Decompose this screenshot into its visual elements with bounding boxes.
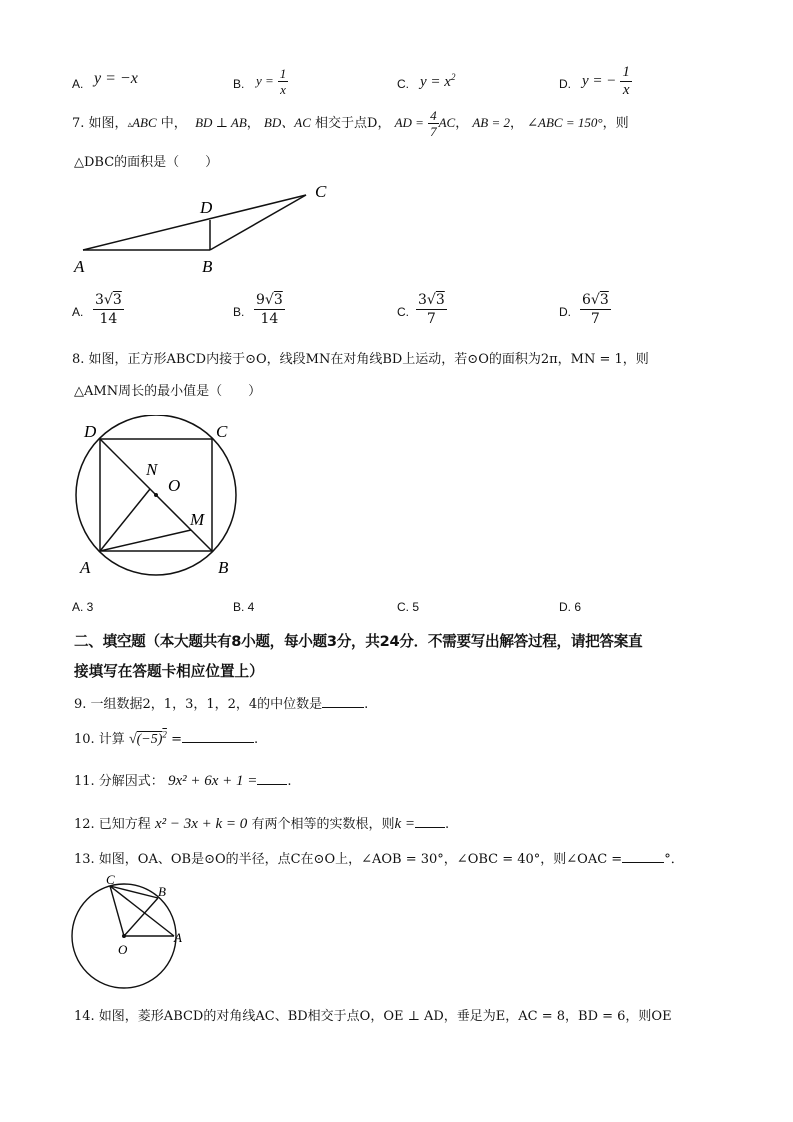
q6-option-d <box>559 77 571 91</box>
q12-question <box>74 813 449 833</box>
fraction-numerator: 1 <box>622 64 630 80</box>
condition-angle: ∠ABC = 150° <box>527 115 603 130</box>
answer-blank <box>622 850 664 863</box>
q8-question-line1: 8. 如图，正方形ABCD内接于⊙O，线段MN在对角线BD上运动，若⊙O的面积为2π，MN = 1，则 <box>72 352 649 367</box>
punctuation: °． <box>664 852 684 867</box>
superscript: 2 <box>450 72 456 82</box>
radicand: (−5) <box>136 732 163 747</box>
q9-text: 9. 一组数据2，1，3，1，2，4的中位数是 <box>74 697 323 712</box>
equals: = <box>171 732 182 747</box>
superscript: 2 <box>162 729 167 740</box>
coefficient: 3 <box>418 292 427 308</box>
k-equals: k = <box>394 816 415 832</box>
label-o: O <box>118 942 128 957</box>
label-c: C <box>315 182 327 201</box>
ad-lhs: AD = <box>394 115 424 130</box>
q7-question-line1: 7. 如图，▵ABC 中， BD ⊥ AB， BD、AC 相交于点D， AD = $\frac{4}{7}$ AC， AB = 2， ∠ABC = 150°，则 <box>72 108 629 139</box>
q7-option-c-value <box>416 291 447 328</box>
coefficient: 9 <box>256 292 265 308</box>
q7-option-b-value <box>254 291 285 328</box>
q13-figure <box>68 872 198 992</box>
fraction <box>416 291 447 328</box>
q7-option-c-letter: C. <box>397 305 409 319</box>
option-letter: B. <box>233 77 245 91</box>
triangle-name: ABC <box>132 115 157 130</box>
label-m: M <box>190 510 205 529</box>
text: 如图， <box>88 116 128 131</box>
q6-option-a <box>72 77 83 91</box>
q11-expression: 9x² + 6x + 1 = <box>167 773 258 789</box>
fraction-numerator: 3√3 <box>418 292 445 308</box>
punctuation: . <box>287 774 292 789</box>
q12-text-mid: 有两个相等的实数根，则 <box>251 817 395 832</box>
label-o: O <box>168 476 181 495</box>
q10-text: 10. 计算 <box>74 732 125 747</box>
q6-option-c <box>397 77 409 91</box>
fraction-denominator: 7 <box>430 124 437 139</box>
q7-option-d-value <box>580 291 611 328</box>
label-b: B <box>202 257 213 276</box>
section-heading-line2: 接填写在答题卡相应位置上） <box>74 663 264 680</box>
fraction-denominator: 14 <box>99 311 118 327</box>
label-c: C <box>216 422 228 441</box>
q7-option-a-letter: A. <box>72 305 84 319</box>
q8-option-c: C. 5 <box>397 600 420 614</box>
expr-lhs: y = − <box>582 73 617 90</box>
segment-ac <box>83 195 306 250</box>
condition-ab: AB = 2 <box>472 115 511 130</box>
option-letter: C. <box>397 77 409 91</box>
q8-option-d: D. 6 <box>559 600 582 614</box>
label-d: D <box>84 422 97 441</box>
label-c: C <box>106 872 115 887</box>
segment-bc <box>210 195 306 250</box>
label-b: B <box>158 884 166 899</box>
segment-oc <box>110 886 124 936</box>
q13-text: 13. 如图，OA、OB是⊙O的半径，点C在⊙O上，∠AOB = 30°，∠OBC = 40°，则∠OAC = <box>74 852 623 867</box>
fraction-numerator: 3√3 <box>95 292 122 308</box>
fraction <box>580 291 611 328</box>
q11-question <box>74 770 292 790</box>
fraction-numerator: 9√3 <box>256 292 283 308</box>
fraction-denominator: 7 <box>590 311 600 327</box>
radius-ob <box>124 898 158 936</box>
fraction <box>278 66 289 97</box>
option-letter: A. <box>72 77 84 91</box>
segments: BD、AC <box>263 115 311 130</box>
answer-blank <box>415 815 445 828</box>
fraction-numerator: 6√3 <box>582 292 609 308</box>
coefficient: 6 <box>582 292 591 308</box>
center-point <box>154 493 158 497</box>
fraction-numerator: 1 <box>279 66 287 81</box>
q7-number: 7. <box>72 116 85 131</box>
answer-blank <box>322 695 364 708</box>
fraction-denominator: 14 <box>260 311 279 327</box>
fraction <box>254 291 285 328</box>
radicand: 3 <box>435 292 445 308</box>
text: ，则 <box>602 116 629 131</box>
q6-option-b-expr <box>256 66 288 97</box>
expr-lhs: y = x <box>420 74 451 90</box>
radicand: 3 <box>599 292 609 308</box>
punctuation: . <box>253 732 259 747</box>
q12-equation: x² − 3x + k = 0 <box>154 816 248 832</box>
expr-lhs: y = <box>256 73 274 89</box>
coefficient: 3 <box>95 292 104 308</box>
label-d: D <box>200 198 213 217</box>
text: 相交于点D， <box>315 116 391 131</box>
answer-blank <box>182 730 254 743</box>
punctuation: . <box>444 817 450 832</box>
q11-text: 11. 分解因式： <box>74 774 164 789</box>
ad-rhs: AC <box>438 115 456 130</box>
q8-option-a: A. 3 <box>72 600 94 614</box>
label-a: A <box>80 558 91 577</box>
condition-bd-perp-ab: BD ⊥ AB <box>195 115 247 130</box>
q8-question-line2: △AMN周长的最小值是（ ） <box>74 384 262 399</box>
q7-figure <box>70 178 340 278</box>
q6-option-c-expr <box>420 72 455 91</box>
fraction <box>93 291 124 328</box>
label-a: A <box>174 930 182 945</box>
q8-option-b: B. 4 <box>233 600 255 614</box>
q7-option-d-letter: D. <box>559 305 571 319</box>
section-heading-line1: 二、填空题（本大题共有8小题，每小题3分，共24分．不需要写出解答过程，请把答案直 <box>74 633 643 650</box>
label-b: B <box>218 558 229 577</box>
fraction <box>620 64 632 99</box>
q6-option-d-expr <box>582 64 632 99</box>
sqrt-expression: $√(-5)^2$ <box>128 729 167 747</box>
punctuation: . <box>364 697 369 712</box>
fraction-denominator: 7 <box>426 311 436 327</box>
fraction-denominator: x <box>622 82 630 98</box>
text: 中， <box>160 116 187 131</box>
radicand: 3 <box>273 292 283 308</box>
q13-question <box>74 848 684 867</box>
q6-option-b <box>233 77 244 91</box>
fraction <box>428 108 439 139</box>
answer-blank <box>257 772 287 785</box>
label-n: N <box>146 460 158 479</box>
fraction-numerator: 4 <box>430 108 437 123</box>
q12-text: 12. 已知方程 <box>74 817 151 832</box>
q7-option-b-letter: B. <box>233 305 245 319</box>
radicand: 3 <box>112 292 122 308</box>
q6-option-a-expr: y = −x <box>94 70 138 87</box>
q8-figure <box>70 415 270 580</box>
center-point <box>122 934 126 938</box>
q14-question: 14. 如图，菱形ABCD的对角线AC、BD相交于点O，OE ⊥ AD，垂足为E，AC = 8，BD = 6，则OE <box>74 1009 672 1024</box>
label-a: A <box>74 257 85 276</box>
q9-question <box>74 693 368 712</box>
fraction-denominator: x <box>280 82 286 97</box>
q7-question-line2: △DBC的面积是（ ） <box>74 155 219 170</box>
option-letter: D. <box>559 77 571 91</box>
q7-option-a-value <box>93 291 124 328</box>
q10-question <box>74 728 258 748</box>
